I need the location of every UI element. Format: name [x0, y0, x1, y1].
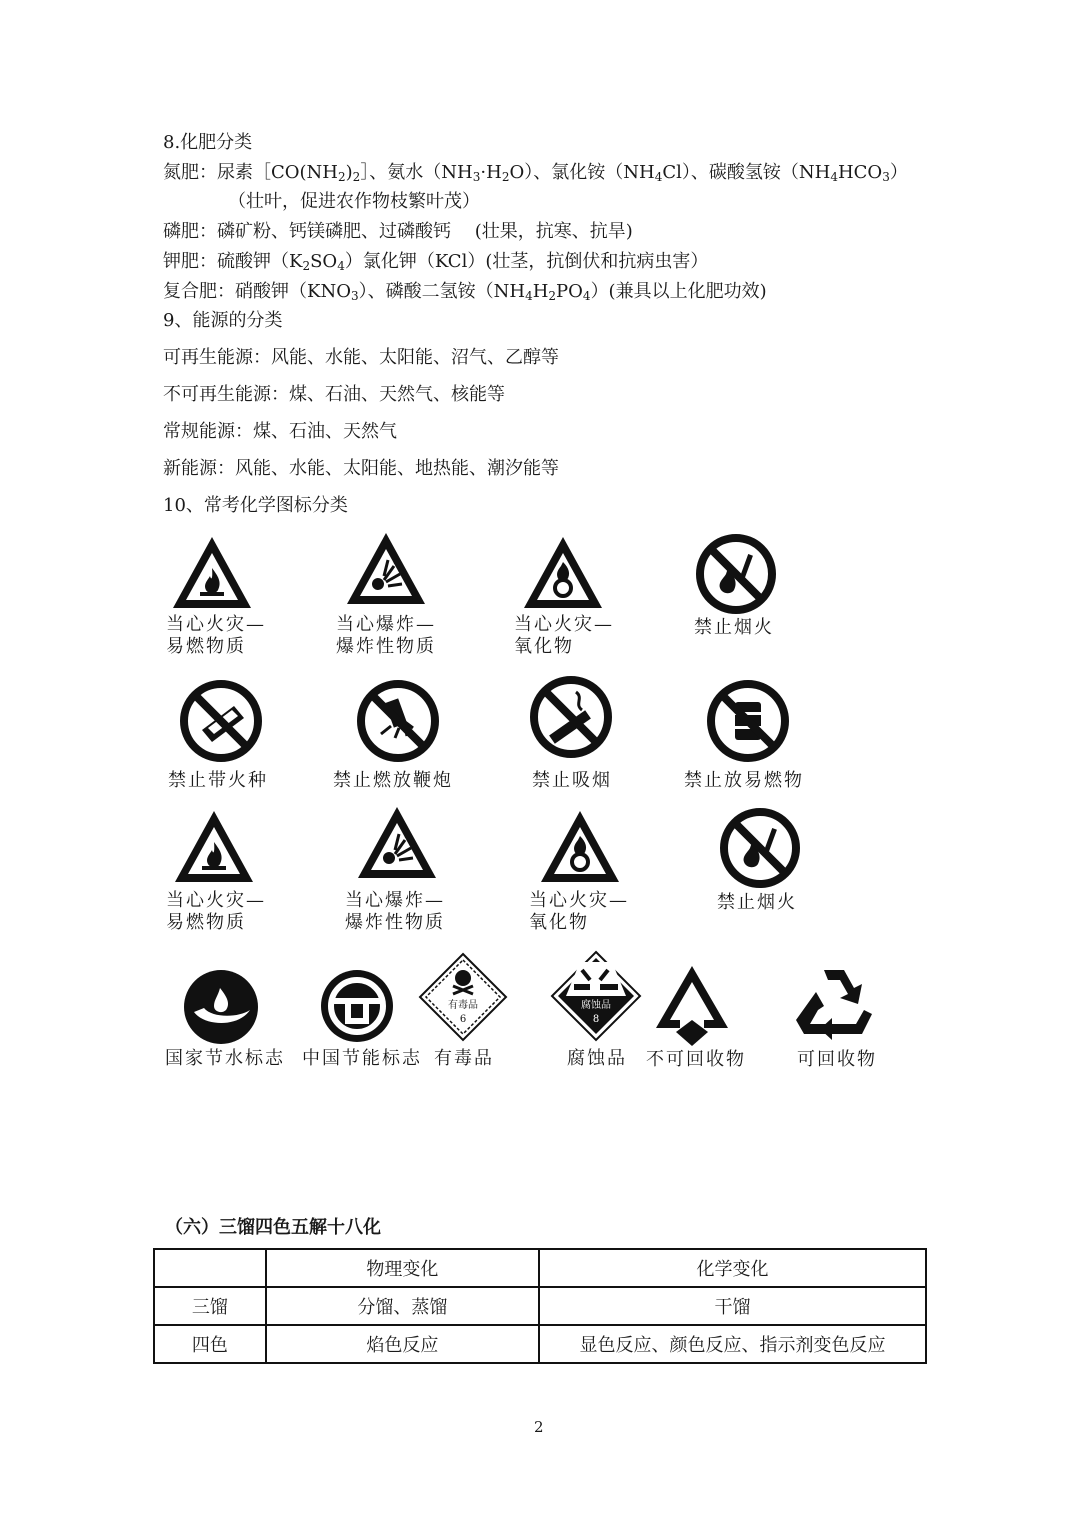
sign-caption: 可回收物	[797, 1049, 877, 1070]
nitrogen-note: （壮叶，促进农作物枝繁叶茂）	[228, 191, 480, 212]
table-header-cell	[154, 1249, 266, 1287]
distillation-color-table	[153, 1248, 927, 1364]
oxidizer-warning-icon	[521, 534, 605, 612]
sign-caption: 腐蚀品	[567, 1048, 627, 1069]
energy-heading: 9、能源的分类	[163, 310, 283, 331]
sign-caption: 禁止放易燃物	[684, 770, 804, 791]
explosive-warning-icon	[355, 804, 439, 882]
table-header-cell: 物理变化	[266, 1249, 539, 1287]
svg-text:6: 6	[459, 1014, 467, 1025]
table-header-row	[154, 1249, 926, 1287]
table-cell: 三馏	[154, 1287, 266, 1325]
sign-caption: 中国节能标志	[302, 1048, 422, 1069]
no-fire-icon	[694, 532, 778, 616]
no-smoking-icon	[528, 674, 614, 760]
flammable-warning-icon	[170, 534, 254, 612]
compound-fertilizer-line: 复合肥：硝酸钾$(KNO_3)$、磷酸二氢铵$(NH_4H_2PO_4)$(兼具以上化肥功效)	[163, 281, 767, 303]
sign-caption: 禁止烟火	[717, 892, 797, 913]
toxic-diamond-icon	[418, 952, 508, 1042]
phosphorus-fertilizer-line: 磷肥：磷矿粉、钙镁磷肥、过磷酸钙 (壮果，抗寒、抗旱)	[163, 221, 633, 242]
no-matches-icon	[178, 678, 264, 764]
recyclable-icon	[792, 962, 876, 1044]
sign-caption: 当心火灾— 易燃物质	[166, 890, 266, 933]
sign-caption: 禁止燃放鞭炮	[333, 770, 453, 791]
sign-caption: 当心火灾— 易燃物质	[166, 614, 266, 657]
non-recyclable-icon	[652, 962, 732, 1048]
section-title: （六）三馏四色五解十八化	[165, 1217, 381, 1238]
sign-caption: 当心火灾— 氧化物	[514, 614, 614, 657]
oxidizer-warning-icon	[538, 808, 622, 886]
sign-caption: 禁止带火种	[168, 770, 268, 791]
new-energy-line: 新能源：风能、水能、太阳能、地热能、潮汐能等	[163, 458, 559, 479]
sign-caption: 国家节水标志	[165, 1048, 285, 1069]
potassium-fertilizer-line: 钾肥：硫酸钾$(K_2SO_4)$氯化钾（KCl）(壮茎，抗倒伏和抗病虫害）	[163, 251, 709, 273]
table-cell: 焰色反应	[266, 1325, 539, 1363]
no-fire-icon	[718, 806, 802, 890]
renewable-energy-line: 可再生能源：风能、水能、太阳能、沼气、乙醇等	[163, 347, 559, 368]
sign-caption: 当心爆炸— 爆炸性物质	[336, 614, 436, 657]
energy-saving-icon	[319, 968, 395, 1044]
sign-caption: 有毒品	[434, 1048, 494, 1069]
sign-caption: 不可回收物	[646, 1049, 746, 1070]
sign-caption: 禁止烟火	[694, 617, 774, 638]
table-cell: 干馏	[539, 1287, 926, 1325]
page-number: 2	[534, 1418, 544, 1436]
nitrogen-fertilizer-line: 氮肥：尿素$[CO(NH_2)_2]$、氨水$(NH_3\cdot H_2O)$、氯化铵$(NH_4Cl)$、碳酸氢铵$(NH_4HCO_3)$	[163, 162, 908, 184]
icons-heading: 10、常考化学图标分类	[163, 495, 348, 516]
conventional-energy-line: 常规能源：煤、石油、天然气	[163, 421, 397, 442]
no-firecrackers-icon	[355, 678, 441, 764]
table-row	[154, 1287, 926, 1325]
no-flammables-icon	[705, 678, 791, 764]
table-cell: 分馏、蒸馏	[266, 1287, 539, 1325]
flammable-warning-icon	[172, 808, 256, 886]
nonrenewable-energy-line: 不可再生能源：煤、石油、天然气、核能等	[163, 384, 505, 405]
corrosive-diamond-icon	[550, 950, 642, 1042]
table-cell: 四色	[154, 1325, 266, 1363]
table-row	[154, 1325, 926, 1363]
explosive-warning-icon	[344, 530, 428, 608]
sign-caption: 当心爆炸— 爆炸性物质	[345, 890, 445, 933]
sign-caption: 禁止吸烟	[532, 770, 612, 791]
fertilizer-heading: 8.化肥分类	[163, 132, 253, 153]
water-saving-icon	[182, 968, 260, 1046]
table-cell: 显色反应、颜色反应、指示剂变色反应	[539, 1325, 926, 1363]
svg-text:有毒品: 有毒品	[448, 1000, 478, 1011]
svg-text:腐蚀品: 腐蚀品	[581, 1000, 611, 1011]
table-header-cell: 化学变化	[539, 1249, 926, 1287]
svg-text:8: 8	[592, 1014, 600, 1025]
sign-caption: 当心火灾— 氧化物	[529, 890, 629, 933]
